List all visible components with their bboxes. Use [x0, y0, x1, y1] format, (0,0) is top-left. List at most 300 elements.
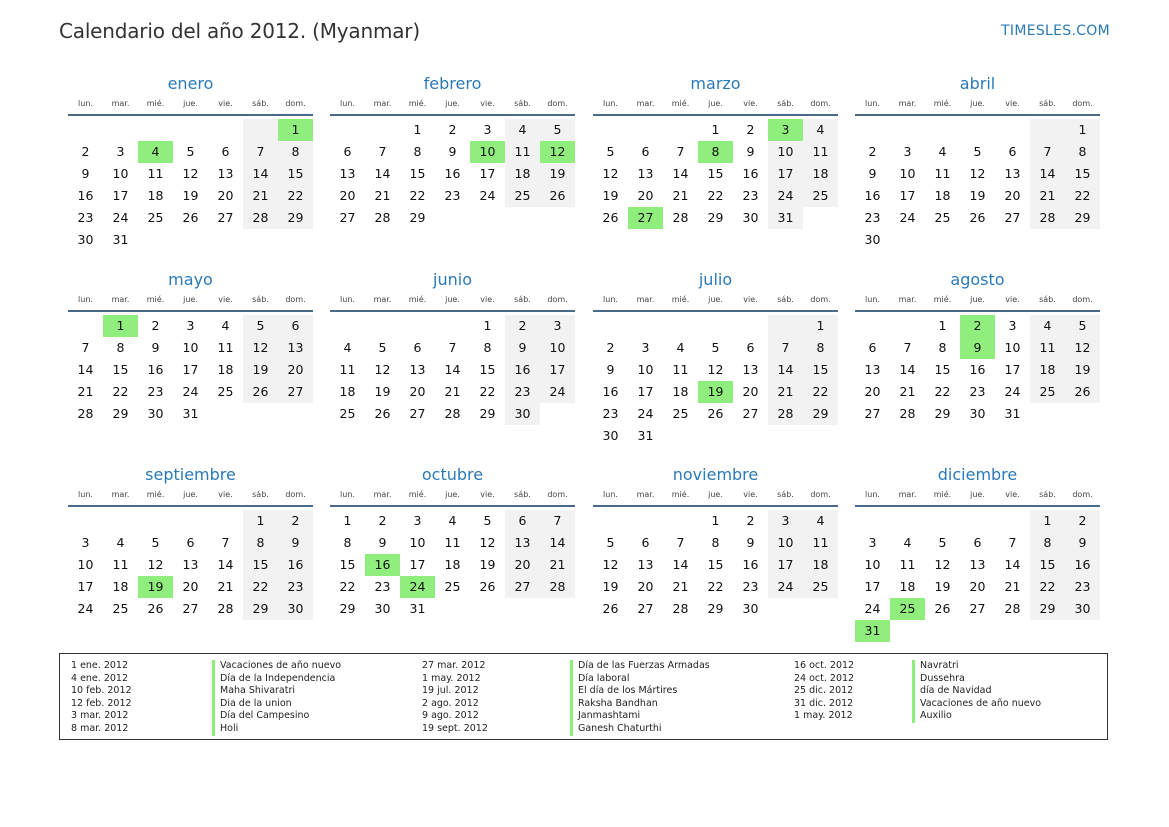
day-cell: 14	[768, 359, 803, 381]
day-cell: 23	[444, 188, 461, 203]
day-cell: 19	[182, 188, 199, 203]
day-cell: 18	[803, 163, 838, 185]
day-cell: 17	[864, 579, 881, 594]
weekday-label: sáb.	[514, 490, 531, 499]
legend-holiday-name: Día de la Independencia	[220, 672, 336, 684]
day-cell: 3	[903, 144, 912, 159]
day-cell: 11	[505, 141, 540, 163]
legend-holiday-name: Día del Campesino	[220, 710, 310, 722]
weekday-header	[855, 96, 1100, 116]
day-cell: 28	[1004, 601, 1021, 616]
month-name: febrero	[423, 74, 482, 93]
day-cell: 24	[112, 210, 129, 225]
empty-cell	[855, 510, 890, 532]
day-cell: 22	[409, 188, 426, 203]
day-cell: 22	[707, 188, 724, 203]
day-cell: 19	[602, 579, 619, 594]
day-cell: 8	[116, 340, 125, 355]
legend-date: 1 may. 2012	[794, 710, 853, 722]
day-cell: 23	[1065, 576, 1100, 598]
day-cell: 14	[672, 557, 689, 572]
day-cell: 19	[934, 579, 951, 594]
empty-cell	[733, 315, 768, 337]
month-abril	[855, 73, 1100, 251]
day-cell: 18	[339, 384, 356, 399]
day-cell: 19	[969, 188, 986, 203]
weekday-label: jue.	[445, 295, 460, 304]
empty-cell	[960, 119, 995, 141]
day-cell: 11	[147, 166, 164, 181]
day-cell: 23	[77, 210, 94, 225]
day-cell: 29	[479, 406, 496, 421]
day-cell: 13	[637, 557, 654, 572]
day-cell: 16	[864, 188, 881, 203]
day-cell: 10	[112, 166, 129, 181]
holiday-day-cell: 9	[960, 337, 995, 359]
day-cell: 13	[278, 337, 313, 359]
legend-names	[912, 660, 1041, 723]
day-cell: 5	[973, 144, 982, 159]
legend-holiday-name: Dussehra	[920, 672, 965, 684]
weekday-label: dom.	[285, 99, 306, 108]
weekday-label: jue.	[183, 490, 198, 499]
day-cell: 6	[413, 340, 422, 355]
day-cell: 14	[540, 532, 575, 554]
day-cell: 7	[448, 340, 457, 355]
day-cell: 5	[1065, 315, 1100, 337]
day-cell: 15	[803, 359, 838, 381]
day-cell: 25	[803, 576, 838, 598]
day-cell: 21	[1004, 579, 1021, 594]
day-cell: 26	[147, 601, 164, 616]
day-cell: 15	[112, 362, 129, 377]
day-grid	[855, 315, 1100, 425]
day-cell: 6	[186, 535, 195, 550]
weekday-label: jue.	[183, 295, 198, 304]
day-cell: 22	[1030, 576, 1065, 598]
day-cell: 17	[768, 554, 803, 576]
day-cell: 5	[711, 340, 720, 355]
weekday-label: lun.	[78, 295, 93, 304]
day-cell: 18	[505, 163, 540, 185]
day-cell: 5	[938, 535, 947, 550]
holiday-legend	[59, 653, 1108, 740]
day-grid	[855, 510, 1100, 642]
weekday-label: mar.	[898, 295, 917, 304]
day-cell: 24	[540, 381, 575, 403]
day-cell: 28	[672, 210, 689, 225]
day-cell: 20	[409, 384, 426, 399]
day-cell: 1	[1030, 510, 1065, 532]
day-cell: 30	[864, 232, 881, 247]
weekday-label: vie.	[743, 295, 758, 304]
day-cell: 21	[768, 381, 803, 403]
page-title: Calendario del año 2012. (Myanmar)	[59, 19, 420, 43]
day-cell: 6	[343, 144, 352, 159]
holiday-day-cell: 2	[960, 315, 995, 337]
day-cell: 20	[637, 579, 654, 594]
day-cell: 9	[746, 535, 755, 550]
day-cell: 4	[1030, 315, 1065, 337]
weekday-header	[593, 292, 838, 312]
day-cell: 20	[969, 579, 986, 594]
day-cell: 4	[803, 119, 838, 141]
day-cell: 3	[186, 318, 195, 333]
weekday-label: dom.	[810, 295, 831, 304]
day-cell: 21	[1030, 185, 1065, 207]
holiday-day-cell: 10	[470, 141, 505, 163]
legend-names	[570, 660, 710, 736]
weekday-label: sáb.	[777, 490, 794, 499]
day-cell: 22	[479, 384, 496, 399]
day-cell: 25	[505, 185, 540, 207]
day-cell: 18	[217, 362, 234, 377]
day-cell: 29	[707, 210, 724, 225]
day-cell: 5	[606, 144, 615, 159]
day-grid	[330, 315, 575, 425]
day-cell: 11	[444, 535, 461, 550]
day-cell: 11	[339, 362, 356, 377]
day-cell: 29	[278, 207, 313, 229]
day-cell: 20	[505, 554, 540, 576]
day-cell: 24	[1004, 384, 1021, 399]
day-cell: 14	[672, 166, 689, 181]
day-cell: 12	[243, 337, 278, 359]
day-cell: 18	[899, 579, 916, 594]
day-cell: 7	[1008, 535, 1017, 550]
weekday-label: mar.	[636, 99, 655, 108]
day-cell: 13	[339, 166, 356, 181]
weekday-label: vie.	[218, 490, 233, 499]
day-cell: 12	[969, 166, 986, 181]
day-grid	[855, 119, 1100, 251]
day-cell: 26	[707, 406, 724, 421]
day-cell: 4	[116, 535, 125, 550]
day-cell: 6	[641, 535, 650, 550]
day-cell: 12	[934, 557, 951, 572]
brand-link[interactable]: TIMESLES.COM	[1001, 23, 1110, 39]
empty-cell	[243, 119, 278, 141]
legend-date: 2 ago. 2012	[422, 697, 479, 709]
weekday-label: sáb.	[252, 99, 269, 108]
day-cell: 29	[243, 598, 278, 620]
day-cell: 2	[1065, 510, 1100, 532]
day-cell: 29	[409, 210, 426, 225]
day-cell: 4	[803, 510, 838, 532]
day-cell: 30	[505, 403, 540, 425]
empty-cell	[593, 315, 628, 337]
day-cell: 9	[746, 144, 755, 159]
day-cell: 17	[637, 384, 654, 399]
day-cell: 17	[77, 579, 94, 594]
day-cell: 14	[217, 557, 234, 572]
day-cell: 8	[343, 535, 352, 550]
empty-cell	[768, 315, 803, 337]
day-cell: 30	[77, 232, 94, 247]
month-septiembre	[68, 464, 313, 620]
weekday-header	[593, 487, 838, 507]
empty-cell	[698, 315, 733, 337]
day-cell: 29	[1065, 207, 1100, 229]
day-cell: 10	[768, 532, 803, 554]
day-cell: 5	[243, 315, 278, 337]
day-cell: 12	[602, 166, 619, 181]
holiday-day-cell: 8	[698, 141, 733, 163]
day-cell: 27	[864, 406, 881, 421]
holiday-day-cell: 19	[138, 576, 173, 598]
month-name: octubre	[421, 465, 484, 484]
day-cell: 30	[742, 601, 759, 616]
day-cell: 27	[505, 576, 540, 598]
legend-date: 4 ene. 2012	[71, 672, 128, 684]
day-cell: 28	[444, 406, 461, 421]
day-cell: 12	[374, 362, 391, 377]
weekday-label: sáb.	[514, 99, 531, 108]
day-cell: 3	[116, 144, 125, 159]
day-cell: 30	[742, 210, 759, 225]
day-cell: 18	[1030, 359, 1065, 381]
day-cell: 13	[182, 557, 199, 572]
weekday-header	[68, 487, 313, 507]
day-cell: 9	[378, 535, 387, 550]
weekday-header	[68, 292, 313, 312]
day-cell: 21	[77, 384, 94, 399]
day-cell: 24	[637, 406, 654, 421]
month-octubre	[330, 464, 575, 620]
legend-holiday-name: Vacaciones de año nuevo	[920, 697, 1042, 709]
day-cell: 25	[672, 406, 689, 421]
legend-dates	[794, 660, 854, 723]
legend-date: 1 may. 2012	[422, 672, 481, 684]
day-cell: 7	[81, 340, 90, 355]
day-cell: 28	[1030, 207, 1065, 229]
day-grid	[68, 315, 313, 425]
day-cell: 17	[540, 359, 575, 381]
weekday-label: mié.	[671, 490, 690, 499]
day-cell: 13	[505, 532, 540, 554]
day-cell: 3	[1008, 318, 1017, 333]
day-cell: 18	[112, 579, 129, 594]
month-name: diciembre	[937, 465, 1018, 484]
day-cell: 22	[934, 384, 951, 399]
weekday-label: mié.	[933, 490, 952, 499]
day-cell: 22	[1065, 185, 1100, 207]
empty-cell	[925, 119, 960, 141]
empty-cell	[925, 510, 960, 532]
day-cell: 4	[676, 340, 685, 355]
day-cell: 11	[217, 340, 234, 355]
day-cell: 21	[899, 384, 916, 399]
day-cell: 11	[899, 557, 916, 572]
legend-holiday-name: Día laboral	[578, 672, 630, 684]
day-grid	[68, 510, 313, 620]
day-cell: 7	[221, 535, 230, 550]
month-name: abril	[959, 74, 996, 93]
day-cell: 28	[899, 406, 916, 421]
empty-cell	[890, 315, 925, 337]
day-cell: 19	[602, 188, 619, 203]
day-cell: 5	[151, 535, 160, 550]
day-cell: 7	[676, 535, 685, 550]
day-cell: 21	[243, 185, 278, 207]
day-cell: 25	[444, 579, 461, 594]
day-cell: 9	[505, 337, 540, 359]
day-cell: 30	[1065, 598, 1100, 620]
day-cell: 29	[112, 406, 129, 421]
holiday-day-cell: 31	[855, 620, 890, 642]
day-cell: 30	[147, 406, 164, 421]
day-cell: 12	[147, 557, 164, 572]
day-cell: 25	[934, 210, 951, 225]
day-cell: 9	[448, 144, 457, 159]
day-cell: 21	[540, 554, 575, 576]
empty-cell	[103, 510, 138, 532]
day-cell: 3	[641, 340, 650, 355]
legend-date: 9 ago. 2012	[422, 710, 479, 722]
day-grid	[593, 510, 838, 620]
day-cell: 1	[1065, 119, 1100, 141]
weekday-label: jue.	[708, 295, 723, 304]
weekday-label: vie.	[480, 295, 495, 304]
day-cell: 17	[112, 188, 129, 203]
weekday-header	[330, 96, 575, 116]
day-cell: 10	[637, 362, 654, 377]
day-cell: 6	[1008, 144, 1017, 159]
day-cell: 1	[343, 513, 352, 528]
day-cell: 17	[899, 188, 916, 203]
empty-cell	[400, 315, 435, 337]
weekday-label: mié.	[408, 99, 427, 108]
day-cell: 1	[483, 318, 492, 333]
day-cell: 23	[742, 579, 759, 594]
day-cell: 7	[378, 144, 387, 159]
day-cell: 13	[969, 557, 986, 572]
day-cell: 20	[864, 384, 881, 399]
day-cell: 25	[1030, 381, 1065, 403]
weekday-label: lun.	[603, 490, 618, 499]
day-cell: 7	[768, 337, 803, 359]
day-cell: 28	[540, 576, 575, 598]
weekday-label: lun.	[78, 490, 93, 499]
day-cell: 2	[505, 315, 540, 337]
weekday-label: mié.	[408, 295, 427, 304]
legend-date: 27 mar. 2012	[422, 660, 486, 671]
day-cell: 16	[505, 359, 540, 381]
day-cell: 19	[479, 557, 496, 572]
empty-cell	[628, 119, 663, 141]
day-cell: 1	[938, 318, 947, 333]
day-cell: 28	[243, 207, 278, 229]
weekday-label: vie.	[1005, 99, 1020, 108]
day-cell: 3	[81, 535, 90, 550]
day-cell: 14	[77, 362, 94, 377]
day-cell: 11	[803, 532, 838, 554]
day-cell: 18	[934, 188, 951, 203]
day-cell: 3	[768, 510, 803, 532]
day-grid	[593, 315, 838, 447]
day-cell: 16	[278, 554, 313, 576]
day-cell: 14	[374, 166, 391, 181]
weekday-label: lun.	[340, 99, 355, 108]
day-cell: 6	[973, 535, 982, 550]
day-cell: 25	[803, 185, 838, 207]
weekday-label: vie.	[480, 99, 495, 108]
weekday-label: lun.	[865, 490, 880, 499]
empty-cell	[138, 119, 173, 141]
weekday-label: vie.	[218, 99, 233, 108]
weekday-label: sáb.	[514, 295, 531, 304]
day-cell: 22	[339, 579, 356, 594]
weekday-label: mié.	[146, 490, 165, 499]
day-grid	[68, 119, 313, 251]
day-cell: 24	[77, 601, 94, 616]
day-cell: 2	[746, 122, 755, 137]
day-cell: 31	[409, 601, 426, 616]
empty-cell	[855, 315, 890, 337]
holiday-day-cell: 12	[540, 141, 575, 163]
day-cell: 4	[448, 513, 457, 528]
day-cell: 18	[147, 188, 164, 203]
legend-holiday-name: Maha Shivaratri	[220, 685, 296, 697]
day-cell: 8	[1065, 141, 1100, 163]
day-cell: 25	[112, 601, 129, 616]
day-cell: 15	[409, 166, 426, 181]
month-name: noviembre	[672, 465, 759, 484]
day-cell: 6	[868, 340, 877, 355]
day-cell: 5	[540, 119, 575, 141]
day-cell: 17	[409, 557, 426, 572]
empty-cell	[330, 119, 365, 141]
day-cell: 28	[672, 601, 689, 616]
day-cell: 16	[742, 166, 759, 181]
day-cell: 30	[969, 406, 986, 421]
weekday-label: dom.	[1072, 295, 1093, 304]
legend-holiday-name: Dia de la union	[220, 697, 292, 709]
weekday-label: dom.	[547, 490, 568, 499]
day-cell: 9	[606, 362, 615, 377]
day-cell: 21	[672, 188, 689, 203]
empty-cell	[68, 315, 103, 337]
holiday-day-cell: 3	[768, 119, 803, 141]
day-cell: 26	[602, 601, 619, 616]
day-cell: 20	[217, 188, 234, 203]
empty-cell	[995, 510, 1030, 532]
empty-cell	[208, 510, 243, 532]
weekday-header	[330, 292, 575, 312]
day-cell: 21	[217, 579, 234, 594]
day-cell: 23	[374, 579, 391, 594]
weekday-label: vie.	[1005, 490, 1020, 499]
day-cell: 19	[1065, 359, 1100, 381]
day-cell: 20	[1004, 188, 1021, 203]
month-name: septiembre	[145, 465, 236, 484]
day-cell: 9	[868, 166, 877, 181]
weekday-label: mié.	[408, 490, 427, 499]
weekday-label: lun.	[603, 295, 618, 304]
day-cell: 10	[77, 557, 94, 572]
month-name: agosto	[950, 270, 1005, 289]
day-cell: 10	[899, 166, 916, 181]
day-cell: 9	[278, 532, 313, 554]
day-cell: 21	[444, 384, 461, 399]
day-cell: 4	[903, 535, 912, 550]
day-cell: 9	[81, 166, 90, 181]
day-cell: 5	[186, 144, 195, 159]
day-cell: 26	[540, 185, 575, 207]
day-cell: 7	[1030, 141, 1065, 163]
day-cell: 20	[742, 384, 759, 399]
legend-date: 10 feb. 2012	[71, 685, 132, 697]
